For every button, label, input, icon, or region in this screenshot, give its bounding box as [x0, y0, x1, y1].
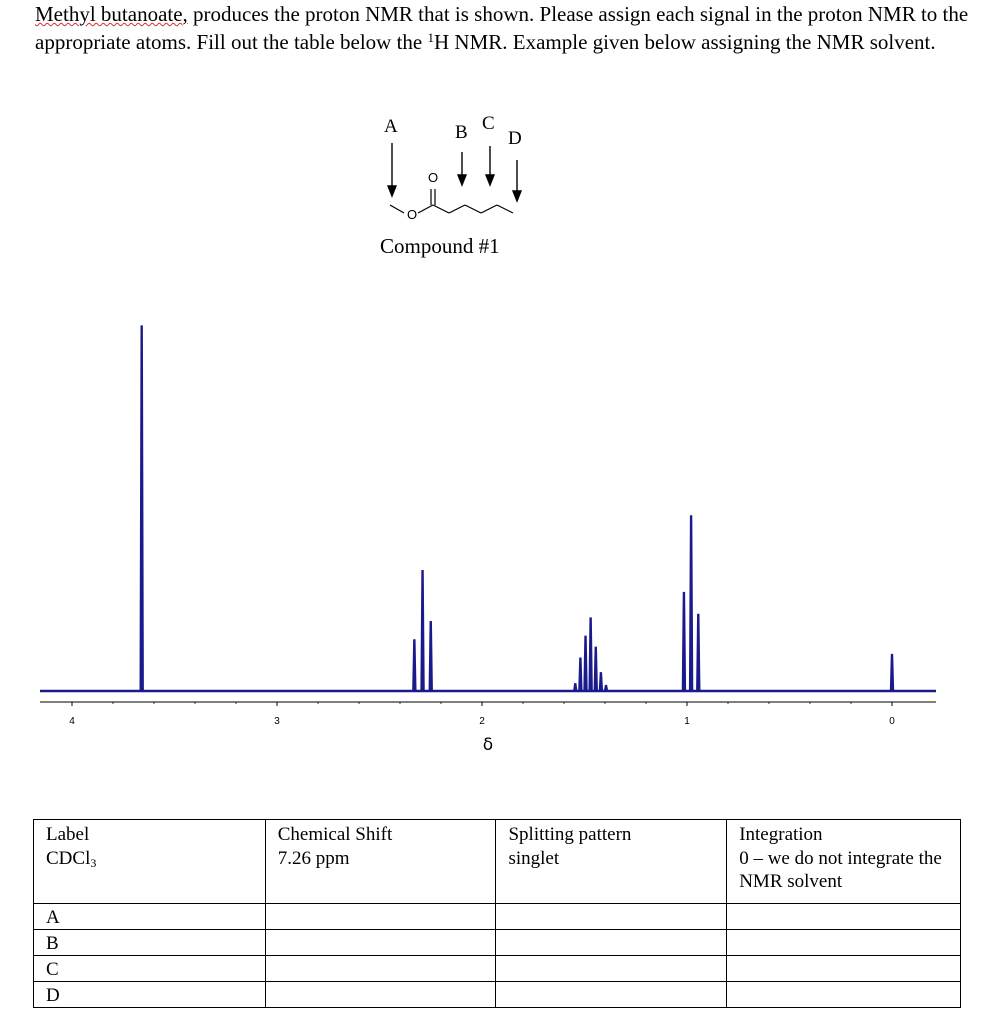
splitting-input-c[interactable]: [496, 956, 727, 982]
compound-label: Compound #1: [380, 234, 500, 258]
x-axis-ticks: [69, 702, 895, 727]
x-tick-label: 0: [889, 716, 895, 727]
row-label-a: A: [34, 904, 266, 930]
question-part-2: H NMR. Example given below assigning the NMR solvent.: [434, 30, 936, 54]
arrow-label-a: A: [384, 116, 398, 137]
carbonyl-oxygen: O: [428, 170, 439, 185]
integration-input-d[interactable]: [727, 982, 961, 1008]
spectrum-peak-line: [429, 622, 432, 691]
header-chemical-shift: Chemical Shift: [265, 820, 496, 848]
x-tick-label: 2: [479, 716, 485, 727]
spectrum-peak-line: [413, 640, 416, 691]
table-row: [34, 982, 961, 1008]
splitting-input-b[interactable]: [496, 930, 727, 956]
spectrum-peak-line: [697, 614, 700, 691]
question-text: [35, 0, 995, 56]
x-axis-title: δ: [482, 735, 494, 755]
arrow-label-d: D: [508, 128, 522, 149]
splitting-input-d[interactable]: [496, 982, 727, 1008]
spectrum-peak-line: [574, 684, 577, 691]
spectrum-peaks: [140, 326, 894, 691]
x-tick-label: 4: [69, 716, 75, 727]
header-label: Label: [34, 820, 266, 848]
superscript-one: 1: [427, 30, 434, 45]
compound-name: Methyl butanoate,: [35, 2, 188, 26]
molecule-structure: [370, 110, 540, 230]
example-label: CDCl$_3$: [34, 847, 266, 904]
row-label-c: C: [34, 956, 266, 982]
shift-input-d[interactable]: [265, 982, 496, 1008]
header-integration: Integration: [727, 820, 961, 848]
row-label-d: D: [34, 982, 266, 1008]
example-integration: 0 – we do not integrate the NMR solvent: [727, 847, 961, 904]
spectrum-peak-line: [890, 655, 893, 692]
x-tick-label: 1: [684, 716, 690, 727]
table-row: [34, 956, 961, 982]
example-shift: 7.26 ppm: [265, 847, 496, 904]
nmr-spectrum: [0, 300, 1008, 770]
shift-input-b[interactable]: [265, 930, 496, 956]
spectrum-peak-line: [589, 618, 592, 691]
x-tick-label: 3: [274, 716, 280, 727]
structure-drawing: [370, 110, 540, 230]
integration-input-a[interactable]: [727, 904, 961, 930]
spectrum-peak-line: [604, 686, 607, 691]
shift-input-c[interactable]: [265, 956, 496, 982]
table-row: [34, 930, 961, 956]
example-splitting: singlet: [496, 847, 727, 904]
ester-oxygen: O: [407, 207, 418, 222]
question-part-1: produces the proton NMR that is shown. Please assign each signal in the proton NMR to the appropriate atoms. Fill out the table below the: [35, 2, 969, 54]
header-splitting-pattern: Splitting pattern: [496, 820, 727, 848]
spectrum-peak-line: [690, 516, 693, 691]
integration-input-b[interactable]: [727, 930, 961, 956]
spectrum-peak-line: [584, 636, 587, 691]
arrow-label-c: C: [482, 113, 495, 134]
integration-input-c[interactable]: [727, 956, 961, 982]
assignment-table: [33, 819, 961, 1008]
example-row: [34, 847, 961, 904]
spectrum-peak-line: [682, 592, 685, 691]
table-header-row: [34, 820, 961, 848]
spectrum-peak-line: [579, 658, 582, 691]
spectrum-peak-line: [594, 647, 597, 691]
spectrum-peak-line: [140, 326, 143, 691]
arrow-label-b: B: [455, 122, 468, 143]
shift-input-a[interactable]: [265, 904, 496, 930]
row-label-b: B: [34, 930, 266, 956]
table-row: [34, 904, 961, 930]
spectrum-peak-line: [599, 673, 602, 691]
splitting-input-a[interactable]: [496, 904, 727, 930]
spectrum-peak-line: [421, 571, 424, 691]
